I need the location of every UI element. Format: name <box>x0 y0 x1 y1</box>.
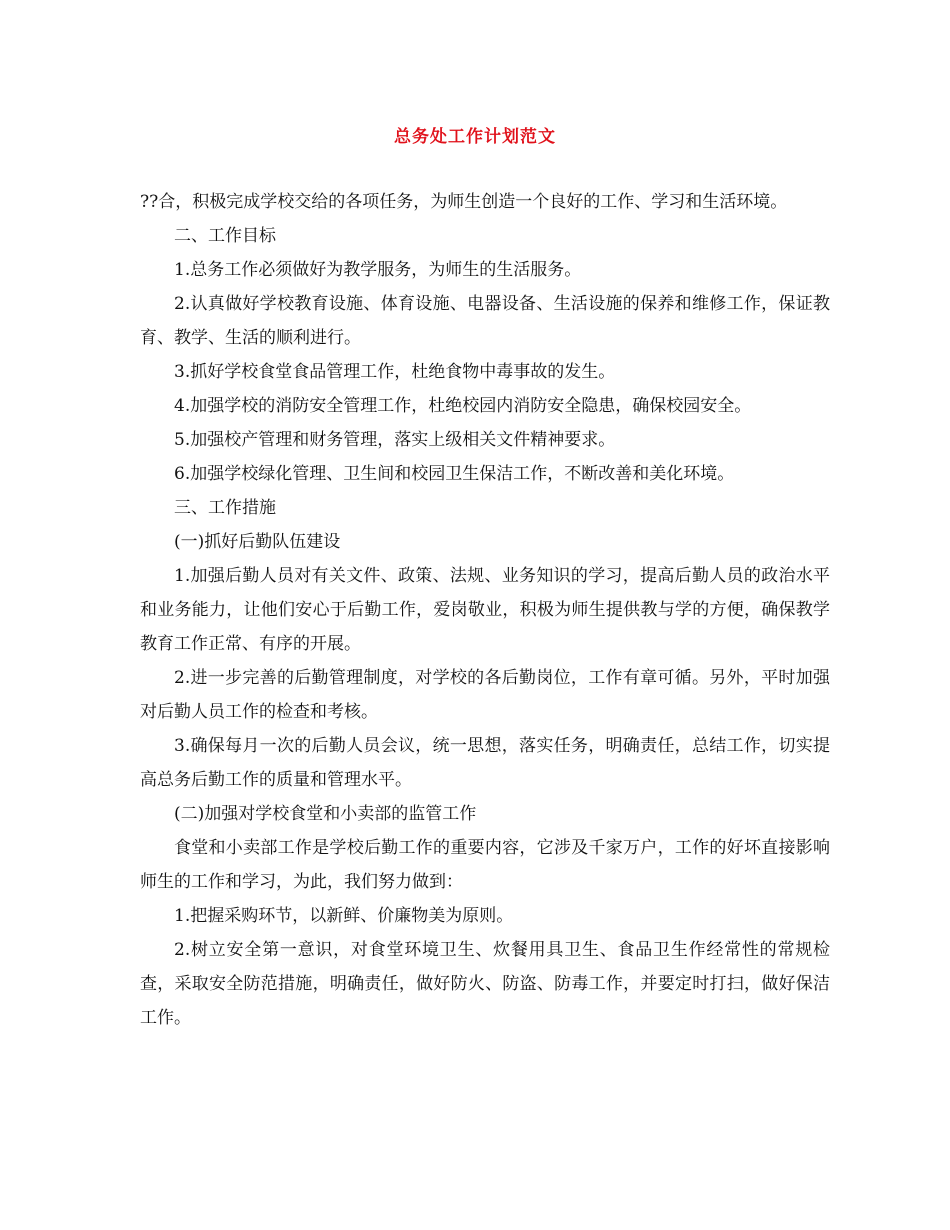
team-item-1: 1.加强后勤人员对有关文件、政策、法规、业务知识的学习，提高后勤人员的政治水平和业务能力，让他们安心于后勤工作，爱岗敬业，积极为师生提供教与学的方便，确保教学教育工作正常、有序的开展。 <box>140 566 830 654</box>
canteen-item-2: 2.树立安全第一意识，对食堂环境卫生、炊餐用具卫生、食品卫生作经常性的常规检查，采取安全防范措施，明确责任，做好防火、防盗、防毒工作，并要定时打扫，做好保洁工作。 <box>140 940 830 1028</box>
subsection-heading-canteen: (二)加强对学校食堂和小卖部的监管工作 <box>174 804 477 824</box>
canteen-intro-paragraph: 食堂和小卖部工作是学校后勤工作的重要内容，它涉及千家万户，工作的好坏直接影响师生的工作和学习，为此，我们努力做到： <box>140 838 830 892</box>
section-heading-measures: 三、工作措施 <box>174 498 276 518</box>
section-heading-goals: 二、工作目标 <box>174 226 276 246</box>
goal-item-4: 4.加强学校的消防安全管理工作，杜绝校园内消防安全隐患，确保校园安全。 <box>174 396 752 416</box>
team-item-2: 2.进一步完善的后勤管理制度，对学校的各后勤岗位，工作有章可循。另外，平时加强对后勤人员工作的检查和考核。 <box>140 668 830 722</box>
goal-item-1: 1.总务工作必须做好为教学服务，为师生的生活服务。 <box>174 260 582 280</box>
goal-item-3: 3.抓好学校食堂食品管理工作，杜绝食物中毒事故的发生。 <box>174 362 616 382</box>
document-body <box>140 185 830 1035</box>
goal-item-2: 2.认真做好学校教育设施、体育设施、电器设备、生活设施的保养和维修工作，保证教育、教学、生活的顺利进行。 <box>140 294 830 348</box>
document-title: 总务处工作计划范文 <box>394 127 556 147</box>
goal-item-5: 5.加强校产管理和财务管理，落实上级相关文件精神要求。 <box>174 430 616 450</box>
canteen-item-1: 1.把握采购环节，以新鲜、价廉物美为原则。 <box>174 906 514 926</box>
subsection-heading-team: (一)抓好后勤队伍建设 <box>174 532 341 552</box>
team-item-3: 3.确保每月一次的后勤人员会议，统一思想，落实任务，明确责任，总结工作，切实提高总务后勤工作的质量和管理水平。 <box>140 736 830 790</box>
paragraph-intro-continuation: ??合，积极完成学校交给的各项任务，为师生创造一个良好的工作、学习和生活环境。 <box>140 192 788 212</box>
goal-item-6: 6.加强学校绿化管理、卫生间和校园卫生保洁工作，不断改善和美化环境。 <box>174 464 735 484</box>
